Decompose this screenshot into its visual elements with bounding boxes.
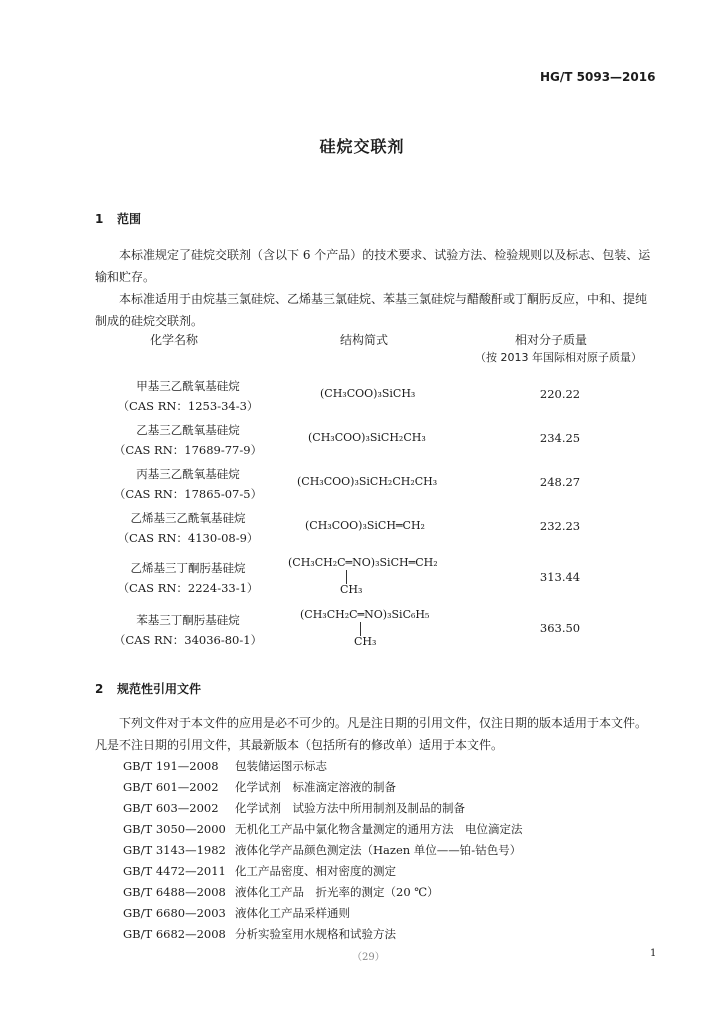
section-1-heading [95,210,141,227]
chemical-name: 苯基三丁酮肟基硅烷 [136,613,240,627]
reference-title: 化学试剂 标准滴定溶液的制备 [235,780,396,794]
reference-title: 分析实验室用水规格和试验方法 [235,927,396,941]
section-1-paragraph-1: 本标准规定了硅烷交联剂（含以下 6 个产品）的技术要求、试验方法、检验规则以及标志、包装、运输和贮存。 [95,248,651,284]
reference-title: 化工产品密度、相对密度的测定 [235,864,396,878]
reference-code: GB/T 4472—2011 [123,864,226,878]
cas-number: （CAS RN：17689-77-9） [113,443,263,457]
chemical-name: 乙基三乙酰氧基硅烷 [136,423,240,437]
reference-item [123,758,327,774]
reference-code: GB/T 6682—2008 [123,927,226,941]
document-title: 硅烷交联剂 [319,137,405,156]
reference-code: GB/T 6680—2003 [123,906,226,920]
reference-title: 化学试剂 试验方法中所用制剂及制品的制备 [235,801,465,815]
molecular-weight: 363.50 [539,621,581,635]
table-header-formula: 结构简式 [340,333,389,347]
structural-formula: (CH₃COO)₃SiCH₂CH₂CH₃ [297,475,438,488]
reference-code: GB/T 191—2008 [123,759,219,773]
reference-item [123,863,396,879]
reference-item [123,821,523,837]
page-seal: （29） [352,952,385,963]
page-number: 1 [650,948,657,959]
structural-formula-substituent: CH₃ [354,635,377,648]
molecular-weight: 234.25 [539,431,581,445]
reference-code: GB/T 3143—1982 [123,843,226,857]
table-header-name: 化学名称 [150,333,199,347]
reference-code: GB/T 603—2002 [123,801,219,815]
reference-code: GB/T 6488—2008 [123,885,226,899]
table-row [88,376,288,416]
chemical-name: 乙烯基三丁酮肟基硅烷 [130,561,246,575]
molecular-weight: 313.44 [539,570,581,584]
reference-title: 液体化工产品采样通则 [235,906,350,920]
reference-item [123,800,465,816]
chemical-name: 甲基三乙酰氧基硅烷 [136,379,240,393]
structural-formula: (CH₃COO)₃SiCH═CH₂ [305,519,425,532]
table-row [88,558,288,598]
table-header-mw-note: （按 2013 年国际相对原子质量） [475,351,642,364]
cas-number: （CAS RN：1253-34-3） [117,399,259,413]
cas-number: （CAS RN：34036-80-1） [113,633,263,647]
reference-item [123,926,396,942]
reference-item [123,842,521,858]
section-1-title: 范围 [117,212,142,226]
section-2-intro: 下列文件对于本文件的应用是必不可少的。凡是注日期的引用文件，仅注日期的版本适用于本文件。凡是不注日期的引用文件，其最新版本（包括所有的修改单）适用于本文件。 [95,716,648,752]
chemical-name: 乙烯基三乙酰氧基硅烷 [130,511,246,525]
reference-title: 液体化工产品 折光率的测定（20 ℃） [235,885,439,899]
section-1-number: 1 [95,212,104,226]
molecular-weight: 248.27 [539,475,581,489]
reference-item [123,779,396,795]
reference-item [123,905,350,921]
molecular-weight: 232.23 [539,519,581,533]
reference-title: 液体化学产品颜色测定法（Hazen 单位——铂-钴色号） [235,843,522,857]
table-row [88,610,288,650]
molecular-weight: 220.22 [539,387,581,401]
structural-formula-substituent: CH₃ [340,583,363,596]
section-2-number: 2 [95,682,104,696]
table-row [88,464,288,504]
standard-number: HG/T 5093—2016 [540,70,656,84]
structural-formula: (CH₃CH₂C═NO)₃SiC₆H₅ [300,608,430,621]
cas-number: （CAS RN：17865-07-5） [113,487,263,501]
cas-number: （CAS RN：4130-08-9） [117,531,259,545]
reference-code: GB/T 3050—2000 [123,822,226,836]
section-1-paragraph-2: 本标准适用于由烷基三氯硅烷、乙烯基三氯硅烷、苯基三氯硅烷与醋酸酐或丁酮肟反应，中和、提纯制成的硅烷交联剂。 [95,292,648,328]
table-row [88,508,288,548]
reference-item [123,884,439,900]
section-2-heading [95,680,201,697]
cas-number: （CAS RN：2224-33-1） [117,581,259,595]
chemical-name: 丙基三乙酰氧基硅烷 [136,467,240,481]
table-header-mw: 相对分子质量 [515,333,588,347]
reference-code: GB/T 601—2002 [123,780,219,794]
structural-formula: (CH₃COO)₃SiCH₃ [320,387,416,400]
structural-formula: (CH₃COO)₃SiCH₂CH₃ [308,431,426,444]
bond-line [346,570,347,584]
structural-formula: (CH₃CH₂C═NO)₃SiCH═CH₂ [288,556,438,569]
reference-title: 无机化工产品中氯化物含量测定的通用方法 电位滴定法 [235,822,523,836]
table-row [88,420,288,460]
reference-title: 包装储运图示标志 [235,759,327,773]
section-2-title: 规范性引用文件 [117,682,202,696]
bond-line [360,622,361,636]
